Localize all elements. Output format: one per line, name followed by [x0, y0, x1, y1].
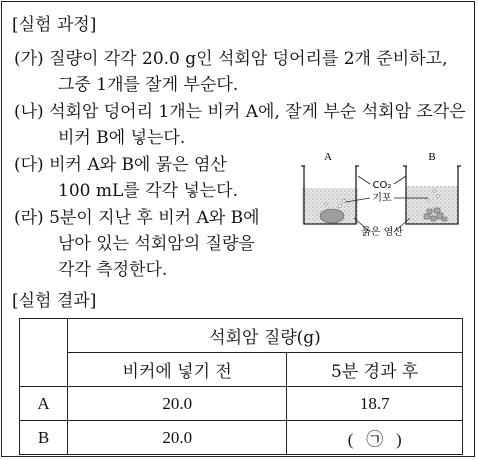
co2-label: CO₂ — [372, 180, 392, 191]
b-after-cell: ( ㉠ ) — [287, 421, 463, 455]
step-da-line2: 100 mL를 각각 넣는다. — [58, 181, 239, 201]
col-before-header: 비커에 넣기 전 — [68, 353, 287, 387]
beaker-b — [403, 166, 461, 224]
bubble-label: 기포 — [372, 193, 392, 204]
step-da — [14, 150, 227, 175]
step-ga-tag: (가) — [14, 49, 44, 69]
b-before-cell: 20.0 — [68, 421, 287, 455]
table-row — [20, 387, 463, 421]
result-header: [실험 결과] — [12, 291, 97, 311]
acid-label: 묽은 염산 — [361, 227, 403, 238]
step-ra-line2: 남아 있는 석회암의 질량을 — [58, 234, 255, 254]
step-na-line2: 비커 B에 넣는다. — [58, 128, 186, 148]
step-ga-line2: 그중 1개를 잘게 부순다. — [58, 75, 239, 95]
step-da-tag: (다) — [14, 155, 44, 175]
result-table — [19, 318, 463, 455]
step-ra — [14, 203, 260, 228]
beaker-figure — [296, 146, 466, 246]
step-da-line1: 비커 A와 B에 묽은 염산 — [49, 155, 227, 175]
step-ra-line1: 5분이 지난 후 비커 A와 B에 — [49, 208, 260, 228]
step-na-line1: 석회암 덩어리 1개는 비커 A에, 잘게 부순 석회암 조각은 — [49, 102, 466, 122]
step-ga-line1: 질량이 각각 20.0 g인 석회암 덩어리를 2개 준비하고, — [49, 49, 448, 69]
step-na — [14, 97, 466, 122]
a-after-cell: 18.7 — [287, 387, 463, 421]
row-label-a: A — [20, 387, 68, 421]
step-ra-tag: (라) — [14, 208, 44, 228]
beaker-b-label: B — [428, 151, 436, 163]
table-row — [20, 421, 463, 455]
beaker-a-label: A — [324, 151, 332, 163]
mass-header-cell: 석회암 질량(g) — [68, 319, 463, 353]
process-header: [실험 과정] — [12, 15, 97, 35]
a-before-cell: 20.0 — [68, 387, 287, 421]
beaker-a — [301, 166, 359, 224]
table-row — [20, 319, 463, 353]
step-na-tag: (나) — [14, 102, 44, 122]
corner-cell — [20, 319, 68, 387]
limestone-lump — [320, 209, 344, 223]
row-label-b: B — [20, 421, 68, 455]
table-row — [20, 353, 463, 387]
col-after-header: 5분 경과 후 — [287, 353, 463, 387]
step-ra-line3: 각각 측정한다. — [58, 260, 168, 280]
step-ga — [14, 44, 447, 69]
